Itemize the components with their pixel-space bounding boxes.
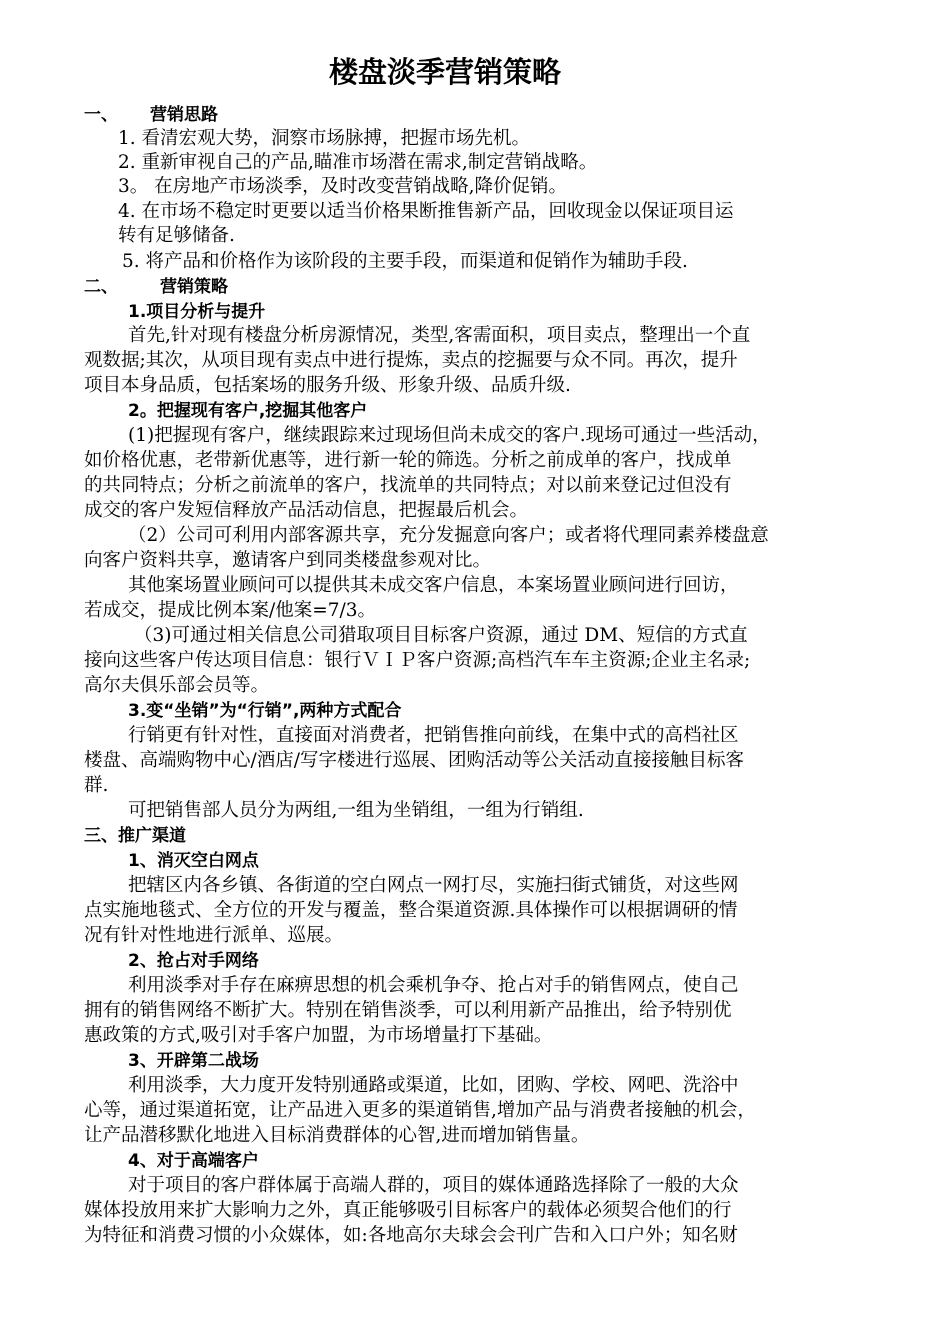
paragraph-line: 群. xyxy=(84,775,109,796)
paragraph-line: 把辖区内各乡镇、各街道的空白网点一网打尽，实施扫街式铺货，对这些网 xyxy=(128,875,739,896)
paragraph-line: 对于项目的客户群体属于高端人群的，项目的媒体通路选择除了一般的大众 xyxy=(128,1175,739,1196)
list-item: 4. 在市场不稳定时更要以适当价格果断推售新产品，回收现金以保证项目运 xyxy=(118,201,734,222)
paragraph-line: 项目本身品质，包括案场的服务升级、形象升级、品质升级. xyxy=(84,375,571,396)
section-number: 一、 xyxy=(84,105,118,125)
document-title: 楼盘淡季营销策略 xyxy=(328,55,561,89)
section-number: 二、 xyxy=(84,277,118,297)
paragraph-line: 高尔夫俱乐部会员等。 xyxy=(84,675,270,696)
list-item-continuation: 转有足够储备. xyxy=(118,225,235,246)
subsection-heading: 1、消灭空白网点 xyxy=(128,851,259,871)
subsection-heading: 3.变“坐销”为“行销”,两种方式配合 xyxy=(128,701,402,721)
paragraph-line: 惠政策的方式,吸引对手客户加盟，为市场增量打下基础。 xyxy=(84,1025,553,1046)
paragraph-line: (1)把握现有客户，继续跟踪来过现场但尚未成交的客户.现场可通过一些活动， xyxy=(128,425,771,446)
paragraph-line: 成交的客户发短信释放产品活动信息，把握最后机会。 xyxy=(84,500,529,521)
list-item: 2. 重新审视自己的产品,瞄准市场潜在需求,制定营销战略。 xyxy=(118,152,598,173)
paragraph-line: 观数据;其次，从项目现有卖点中进行提炼，卖点的挖掘要与众不同。再次，提升 xyxy=(84,350,738,371)
section-heading: 三、推广渠道 xyxy=(84,826,186,846)
paragraph-line: 如价格优惠，老带新优惠等，进行新一轮的筛选。分析之前成单的客户，找成单 xyxy=(84,450,732,471)
subsection-heading: 2、抢占对手网络 xyxy=(128,951,259,971)
subsection-heading: 4、对于高端客户 xyxy=(128,1151,259,1171)
list-item: 1. 看清宏观大势，洞察市场脉搏，把握市场先机。 xyxy=(118,128,531,149)
paragraph-line: （3)可通过相关信息公司猎取项目目标客户资源，通过 DM、短信的方式直 xyxy=(134,625,748,646)
paragraph-line: 让产品潜移默化地进入目标消费群体的心智,进而增加销售量。 xyxy=(84,1125,590,1146)
paragraph-line: 拥有的销售网络不断扩大。特别在销售淡季，可以利用新产品推出，给予特别优 xyxy=(84,1000,732,1021)
subsection-heading: 1.项目分析与提升 xyxy=(128,302,266,322)
paragraph-line: （2）公司可利用内部客源共享，充分发掘意向客户；或者将代理同素养楼盘意 xyxy=(128,525,769,546)
paragraph-line: 利用淡季，大力度开发特别通路或渠道，比如，团购、学校、网吧、洗浴中 xyxy=(128,1075,739,1096)
paragraph-line: 心等，通过渠道拓宽，让产品进入更多的渠道销售,增加产品与消费者接触的机会， xyxy=(84,1100,756,1121)
subsection-heading: 2。把握现有客户,挖掘其他客户 xyxy=(128,401,368,421)
paragraph-line: 行销更有针对性，直接面对消费者，把销售推向前线，在集中式的高档社区 xyxy=(128,725,739,746)
list-item: 5. 将产品和价格作为该阶段的主要手段，而渠道和促销作为辅助手段. xyxy=(122,251,688,272)
paragraph-line: 接向这些客户传达项目信息：银行ＶＩＰ客户资源;高档汽车车主资源;企业主名录; xyxy=(84,650,751,671)
paragraph-line: 利用淡季对手存在麻痹思想的机会乘机争夺、抢占对手的销售网点，使自己 xyxy=(128,975,739,996)
paragraph-line: 媒体投放用来扩大影响力之外，真正能够吸引目标客户的载体必须契合他们的行 xyxy=(84,1200,732,1221)
paragraph-line: 首先,针对现有楼盘分析房源情况，类型,客需面积，项目卖点，整理出一个直 xyxy=(128,325,751,346)
paragraph-line: 向客户资料共享，邀请客户到同类楼盘参观对比。 xyxy=(84,550,492,571)
paragraph-line: 况有针对性地进行派单、巡展。 xyxy=(84,925,344,946)
paragraph-line: 可把销售部人员分为两组,一组为坐销组，一组为行销组. xyxy=(128,800,584,821)
list-item: 3。 在房地产市场淡季，及时改变营销战略,降价促销。 xyxy=(118,176,568,197)
section-heading: 营销思路 xyxy=(150,105,218,125)
paragraph-line: 其他案场置业顾问可以提供其未成交客户信息，本案场置业顾问进行回访， xyxy=(128,575,739,596)
paragraph-line: 为特征和消费习惯的小众媒体，如:各地高尔夫球会会刊广告和入口户外；知名财 xyxy=(84,1225,738,1246)
paragraph-line: 楼盘、高端购物中心/酒店/写字楼进行巡展、团购活动等公关活动直接接触目标客 xyxy=(84,750,744,771)
paragraph-line: 若成交，提成比例本案/他案=7/3。 xyxy=(84,600,377,621)
paragraph-line: 的共同特点；分析之前流单的客户，找流单的共同特点；对以前来登记过但没有 xyxy=(84,475,732,496)
subsection-heading: 3、开辟第二战场 xyxy=(128,1051,259,1071)
section-heading: 营销策略 xyxy=(160,277,228,297)
paragraph-line: 点实施地毯式、全方位的开发与覆盖，整合渠道资源.具体操作可以根据调研的情 xyxy=(84,900,738,921)
